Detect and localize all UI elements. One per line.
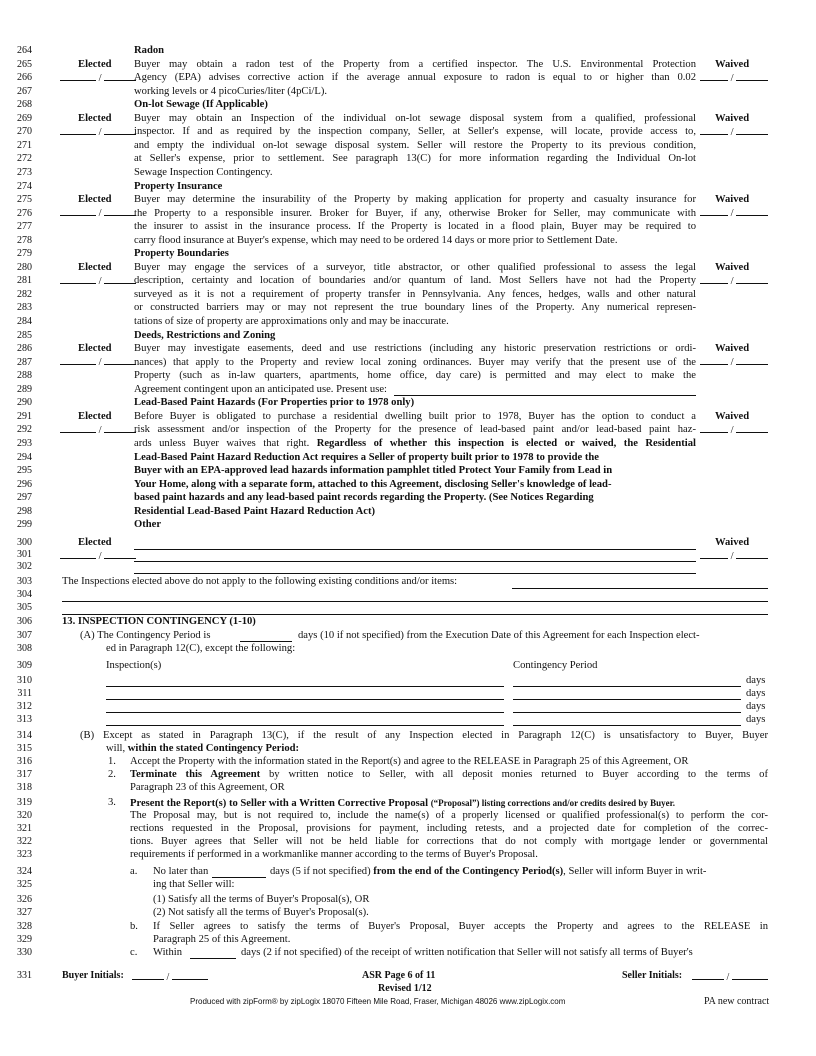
line-text: Agreement contingent upon an anticipated use. Present use: [134,384,387,395]
line-text: Buyer may investigate easements, deed and use restrictions (including any historic preservation restrictions or ordi- [134,343,696,354]
body-line [134,208,696,220]
present-use-field[interactable] [394,395,696,396]
line-number: 321 [17,823,32,834]
elected-initials-sewage[interactable]: / [60,125,136,138]
line-number: 312 [17,701,32,712]
sub-item-b-text: If Seller agrees to satisfy the terms of Buyer's Proposal, Buyer accepts the Property and agrees to the RELEASE in [153,921,768,932]
contingency-period-days-field[interactable] [240,641,292,642]
line-number: 325 [17,879,32,890]
sub-item-a-text-a: No later than [153,866,209,877]
body-line [134,384,387,396]
body-line [134,262,696,274]
line-number: 282 [17,289,32,300]
inspections-column-header: Inspection(s) [106,660,162,671]
line-text: tations of size of property are approximations only and may be inaccurate. [134,316,449,327]
line-number: 300 [17,537,32,548]
line-number: 315 [17,743,32,754]
body-line [134,153,696,165]
line-text: the insurer to assist in the insurance process. If the Property is located in a flood plain, Buyer may be required to [134,221,696,232]
line-text: Residential Lead-Based Paint Hazard Reduction Act) [134,506,376,517]
contingency-period-column-header: Contingency Period [513,660,598,671]
elected-initials-boundaries[interactable]: / [60,274,136,287]
line-number: 274 [17,181,32,192]
paragraph-b-text: (B) Except as stated in Paragraph 13(C), if the result of any Inspection elected in Paragraph 12(C) is unsatisfactory to Buyer, Buyer [80,730,768,741]
line-number: 288 [17,370,32,381]
body-line [134,194,696,206]
body-line [134,289,696,301]
sub-item-a-text-b: days (5 if not specified) from the end of the Contingency Period(s), Seller will inform Buyer in writ- [270,866,707,877]
line-number: 299 [17,519,32,530]
body-line [134,113,696,125]
line-text: description, certainty and location of boundaries and/or quantum of land. Most Sellers have not had the Property [134,275,696,286]
section-heading [134,181,222,193]
contingency-days-field-2[interactable] [513,699,741,700]
line-number: 272 [17,153,32,164]
waived-label-other: Waived [715,537,750,548]
section-heading [134,479,611,491]
body-line [134,59,696,71]
line-number: 281 [17,275,32,286]
elected-label-sewage: Elected [78,113,112,124]
waived-label-zoning: Waived [715,343,750,354]
sub-item-c-text-a: Within [153,947,182,958]
days-label-3: days [746,701,766,712]
inspection-name-field-3[interactable] [106,712,504,713]
excluded-conditions-field-2[interactable] [62,601,768,602]
item-3-text-4: requirements if performed in a workmanlike manner according to the terms of Buyer's Proposal. [130,849,538,860]
item-3-text-1: The Proposal may, but is not required to, include the name(s) of a properly licensed or qualified professional(s) to perform the cor- [130,810,768,821]
line-number: 273 [17,167,32,178]
producer-notice: Produced with zipForm® by zipLogix 18070 Fifteen Mile Road, Fraser, Michigan 48026 www.zipLogix.com [190,997,566,1006]
sub-item-b-text-2: Paragraph 25 of this Agreement. [153,934,291,945]
line-number: 289 [17,384,32,395]
line-number: 290 [17,397,32,408]
line-number: 297 [17,492,32,503]
line-text: or constructed barriers may or may not represent the true boundary lines of the Property. Any numerical represen- [134,302,696,313]
elected-label-zoning: Elected [78,343,112,354]
section-heading [134,397,414,409]
line-number: 302 [17,561,32,572]
elected-initials-radon[interactable]: / [60,71,136,84]
line-bold-text: Regardless of whether this inspection is elected or waived, the Residential [316,438,696,449]
body-line [134,302,696,314]
seller-option-2: (2) Not satisfy all the terms of Buyer's Proposal(s). [153,907,369,918]
line-number: 309 [17,660,32,671]
line-number: 328 [17,921,32,932]
line-number: 330 [17,947,32,958]
line-number: 276 [17,208,32,219]
body-line [134,370,696,382]
days-label-4: days [746,714,766,725]
inspection-name-field-1[interactable] [106,686,504,687]
line-number: 294 [17,452,32,463]
line-number: 301 [17,549,32,560]
line-text: risk assessment and/or inspection of the Property for the presence of lead-based paint and/or lead-based paint haz- [134,424,696,435]
body-line [134,221,696,233]
line-number: 331 [17,970,32,981]
line-number: 264 [17,45,32,56]
line-text: inspector. If and as required by the inspection company, Seller, at Seller's expense, will locate, provide access to, [134,126,696,137]
item-number-1: 1. [108,756,116,767]
waived-initials-zoning[interactable]: / [700,355,768,368]
line-text: Agency (EPA) advises corrective action if the average annual exposure to radon is equal to or higher than 0.02 [134,72,696,83]
line-number: 316 [17,756,32,767]
line-text: at Seller's expense, prior to settlement. See paragraph 13(C) for more information regarding the Individual On-lot [134,153,696,164]
contract-name: PA new contract [704,996,770,1007]
sub-item-c-letter: c. [130,947,138,958]
waived-label-sewage: Waived [715,113,750,124]
seller-initials-label: Seller Initials: [622,970,683,981]
section-heading [134,465,612,477]
line-number: 308 [17,643,32,654]
waived-label-radon: Waived [715,59,750,70]
elected-initials-zoning[interactable]: / [60,355,136,368]
line-text: Sewage Inspection Contingency. [134,167,273,178]
line-text: Property (such as in-law quarters, apartments, home office, day care) is permitted and may elect to make the [134,370,696,381]
line-text: carry flood insurance at Buyer's expense, which may need to be ordered 14 days or more prior to Settlement Date. [134,235,618,246]
item-3-text-2: rections requested in the Proposal, provisions for payment, including retests, and a projected date for completion of the correc- [130,823,768,834]
line-text: working levels or 4 picoCuries/liter (4pCi/L). [134,86,328,97]
elected-label-other: Elected [78,537,112,548]
line-text: Property Insurance [134,181,223,192]
body-line [134,140,696,152]
section-13-heading: 13. INSPECTION CONTINGENCY (1-10) [62,616,256,627]
line-number: 311 [17,688,32,699]
waived-label-boundaries: Waived [715,262,750,273]
seller-option-1: (1) Satisfy all the terms of Buyer's Proposal(s), OR [153,894,370,905]
section-heading [134,99,268,111]
line-number: 265 [17,59,32,70]
line-number: 295 [17,465,32,476]
waived-initials-boundaries[interactable]: / [700,274,768,287]
other-inspection-field-2[interactable] [134,561,696,562]
page-number: ASR Page 6 of 11 [362,970,436,981]
elected-label-insurance: Elected [78,194,112,205]
body-line [134,126,696,138]
line-number: 277 [17,221,32,232]
waived-initials-sewage[interactable]: / [700,125,768,138]
elected-label-boundaries: Elected [78,262,112,273]
elected-label-radon: Elected [78,59,112,70]
line-text: and empty the individual on-lot sewage disposal system. Seller will restore the Property to its previous condition, [134,140,696,151]
contingency-period-text-b: days (10 if not specified) from the Execution Date of this Agreement for each Inspection elect- [298,630,700,641]
line-text: Deeds, Restrictions and Zoning [134,330,276,341]
line-number: 324 [17,866,32,877]
line-number: 320 [17,810,32,821]
seller-response-days-field[interactable] [212,877,266,878]
elected-initials-insurance[interactable]: / [60,206,136,219]
line-text: Your Home, along with a separate form, attached to this Agreement, disclosing Seller's knowledge of lead- [134,479,612,490]
line-number: 285 [17,330,32,341]
line-number: 268 [17,99,32,110]
line-number: 303 [17,576,32,587]
line-number: 306 [17,616,32,627]
contingency-days-field-1[interactable] [513,686,741,687]
body-line [134,275,696,287]
line-number: 322 [17,836,32,847]
body-line [134,235,617,247]
sub-item-c-text-b: days (2 if not specified) of the receipt of written notification that Seller will not satisfy all terms of Buyer's [241,947,693,958]
line-number: 314 [17,730,32,741]
body-line [134,343,696,355]
inspection-name-field-2[interactable] [106,699,504,700]
body-line [134,72,696,84]
line-text: nances) that apply to the Property and review local zoning ordinances. Buyer may verify that the present use of the [134,357,696,368]
waived-initials-insurance[interactable]: / [700,206,768,219]
line-text: Lead-Based Paint Hazard Reduction Act requires a Seller of property built prior to 1978 to provide the [134,452,599,463]
sub-item-b-letter: b. [130,921,138,932]
line-number: 270 [17,126,32,137]
buyer-initials-label: Buyer Initials: [62,970,124,981]
contingency-period-text-a: (A) The Contingency Period is [80,630,211,641]
elected-initials-lead[interactable]: / [60,423,136,436]
line-text: the Property to a responsible insurer. Broker for Buyer, if any, otherwise Broker for Seller, may communicate with [134,208,696,219]
buyer-response-days-field[interactable] [190,958,236,959]
line-number: 292 [17,424,32,435]
line-text: Buyer may obtain an Inspection of the individual on-lot sewage disposal system from a qualified, professional [134,113,696,124]
line-number: 269 [17,113,32,124]
days-label-2: days [746,688,766,699]
line-text: Radon [134,45,165,56]
buyer-initials-field[interactable]: / [132,970,208,983]
line-number: 293 [17,438,32,449]
line-text: Lead-Based Paint Hazards (For Properties prior to 1978 only) [134,397,415,408]
line-number: 296 [17,479,32,490]
line-text: Property Boundaries [134,248,229,259]
line-number: 275 [17,194,32,205]
line-text: ards unless Buyer waives that right. [134,438,310,449]
item-2-text: Terminate this Agreement by written notice to Seller, with all deposit monies returned to Buyer according to the terms of [130,769,768,780]
section-heading [134,330,275,342]
body-line [134,438,696,450]
section-heading [134,492,594,504]
revision: Revised 1/12 [378,983,432,994]
line-number: 310 [17,675,32,686]
line-number: 280 [17,262,32,273]
other-inspection-field-1[interactable] [134,549,696,550]
line-number: 307 [17,630,32,641]
line-number: 317 [17,769,32,780]
section-heading [134,248,229,260]
line-number: 327 [17,907,32,918]
contingency-days-field-3[interactable] [513,712,741,713]
elected-initials-other[interactable]: / [60,549,136,562]
line-number: 283 [17,302,32,313]
item-3-text-3: tions. Buyer agrees that Seller will not be held liable for corrections that do not comply with mortgage lender or governmental [130,836,768,847]
line-number: 266 [17,72,32,83]
item-2-text-2: Paragraph 23 of this Agreement, OR [130,782,285,793]
item-number-3: 3. [108,797,116,808]
line-number: 326 [17,894,32,905]
line-text: Buyer with an EPA-approved lead hazards information pamphlet titled Protect Your Family from Lead in [134,465,613,476]
line-number: 323 [17,849,32,860]
other-inspection-field-3[interactable] [134,573,696,574]
contingency-period-text-c: ed in Paragraph 12(C), except the following: [106,643,296,654]
body-line [134,316,449,328]
line-number: 278 [17,235,32,246]
line-number: 286 [17,343,32,354]
line-number: 319 [17,797,32,808]
sub-item-a-text-c: ing that Seller will: [153,879,235,890]
line-text: based paint hazards and any lead-based paint records regarding the Property. (See Notices Regarding [134,492,594,503]
section-heading [134,519,161,531]
item-3-heading: Present the Report(s) to Seller with a Written Corrective Proposal (“Proposal”) listing corrections and/or credits desired by Buyer. [130,798,676,809]
waived-initials-lead[interactable]: / [700,423,768,436]
line-text: Buyer may obtain a radon test of the Property from a certified inspector. The U.S. Environmental Protection [134,59,696,70]
body-line [134,411,696,423]
line-number: 304 [17,589,32,600]
item-number-2: 2. [108,769,116,780]
excluded-conditions-field-1[interactable] [512,588,768,589]
waived-label-insurance: Waived [715,194,750,205]
line-number: 267 [17,86,32,97]
days-label-1: days [746,675,766,686]
line-text: Before Buyer is obligated to purchase a residential dwelling built prior to 1978, Buyer has the option to conduct a [134,411,696,422]
section-heading [134,45,164,57]
waived-initials-radon[interactable]: / [700,71,768,84]
line-number: 284 [17,316,32,327]
body-line [134,167,272,179]
excluded-conditions-field-3[interactable] [62,614,768,615]
line-number: 298 [17,506,32,517]
line-number: 279 [17,248,32,259]
item-1-text: Accept the Property with the information stated in the Report(s) and agree to the RELEASE in Paragraph 25 of this Agreement, OR [130,756,689,767]
line-number: 291 [17,411,32,422]
inspection-name-field-4[interactable] [106,725,504,726]
line-number: 329 [17,934,32,945]
line-number: 313 [17,714,32,725]
line-number: 271 [17,140,32,151]
paragraph-b-text-2: will, within the stated Contingency Period: [106,743,300,754]
section-heading [134,452,599,464]
line-text: On-lot Sewage (If Applicable) [134,99,268,110]
body-line [134,86,327,98]
line-number: 305 [17,602,32,613]
line-number: 287 [17,357,32,368]
seller-initials-field[interactable]: / [692,970,768,983]
body-line [134,424,696,436]
section-heading [134,506,375,518]
excluded-conditions-text: The Inspections elected above do not apply to the following existing conditions and/or items: [62,576,458,587]
body-line [134,357,696,369]
elected-label-lead: Elected [78,411,112,422]
waived-initials-other[interactable]: / [700,549,768,562]
contingency-days-field-4[interactable] [513,725,741,726]
line-text: Other [134,519,162,530]
line-text: Buyer may engage the services of a surveyor, title abstractor, or other qualified professional to assess the legal [134,262,696,273]
sub-item-a-letter: a. [130,866,138,877]
line-number: 318 [17,782,32,793]
line-text: surveyed as it is not a requirement of property transfer in Pennsylvania. Any fences, hedges, walls and other natural [134,289,696,300]
waived-label-lead: Waived [715,411,750,422]
line-text: Buyer may determine the insurability of the Property by making application for property and casualty insurance for [134,194,696,205]
